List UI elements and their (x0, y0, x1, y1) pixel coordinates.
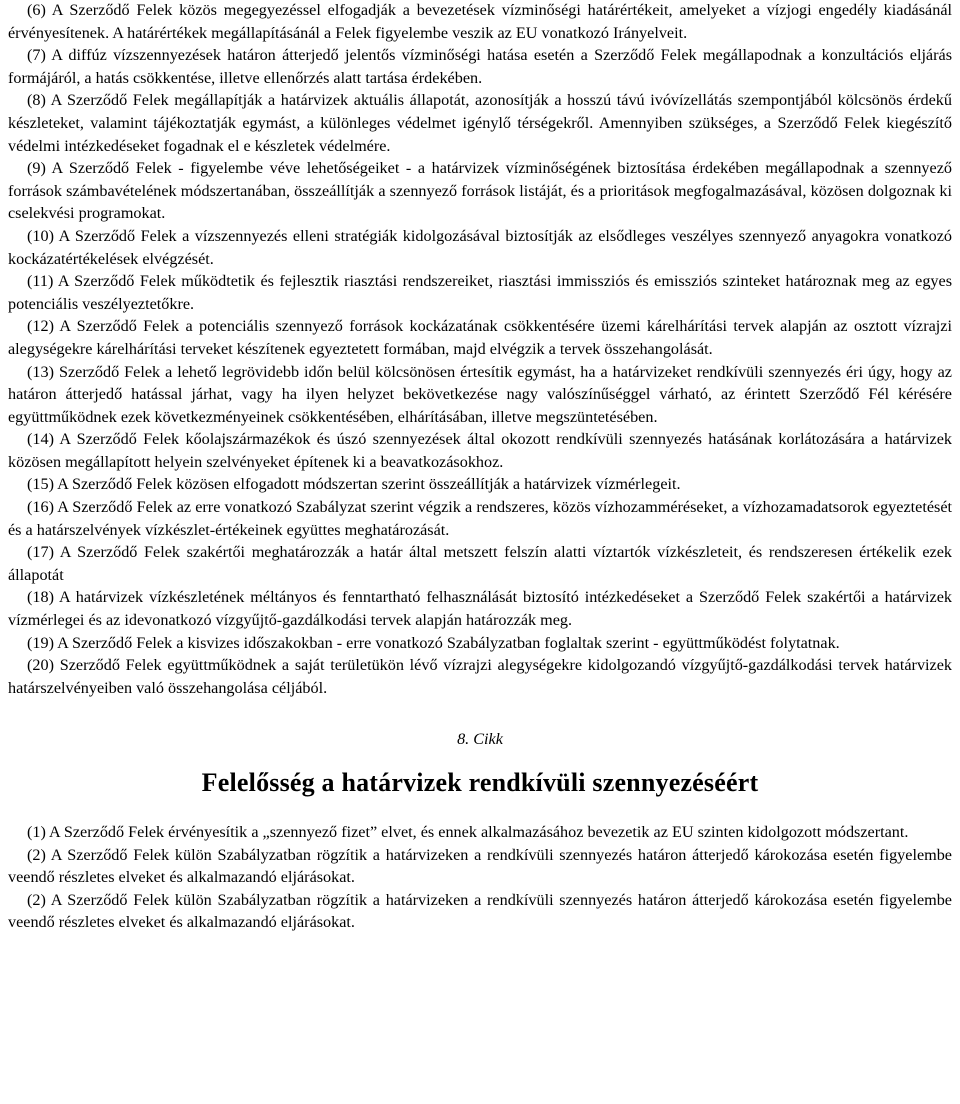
paragraph-13: (13) Szerződő Felek a lehető legrövidebb időn belül kölcsönösen értesítik egymást, ha a határvizeket rendkívüli szennyezés éri úgy, hogy az határon átterjedő hatással járhat, vagy ha ilyen helyzet bekövetkezése nagy valószínűséggel várható, az érintett Szerződő Fél kérésére együttműködnek ezek következményeinek csökkentésében, elhárításában, illetve megszüntetésében. (8, 362, 952, 426)
paragraph-15: (15) A Szerződő Felek közösen elfogadott módszertan szerint összeállítják a határvizek vízmérlegeit. (27, 475, 681, 494)
article8-paragraph-2: (2) A Szerződő Felek külön Szabályzatban rögzítik a határvizeken a rendkívüli szennyezés határon átterjedő károkozása esetén figyelembe veendő részletes elveket és alkalmazandó eljárásokat. (8, 845, 952, 887)
paragraph-14: (14) A Szerződő Felek kőolajszármazékok és úszó szennyezések által okozott rendkívüli szennyezés hatásának korlátozására a határvizek közösen megállapított helyein szelvényeket építenek ki a beavatkozásokhoz. (8, 430, 952, 471)
paragraph-7: (7) A diffúz vízszennyezések határon átterjedő jelentős vízminőségi hatása esetén a Szerződő Felek megállapodnak a konzultációs eljárás formájáról, a hatás csökkentése, illetve ellenőrzés alatt tartása érdekében. (8, 46, 952, 87)
paragraph-17: (17) A Szerződő Felek szakértői meghatározzák a határ által metszett felszín alatti víztartók vízkészleteit, és rendszeresen értékelik ezek állapotát (8, 543, 952, 584)
paragraph-19: (19) A Szerződő Felek a kisvizes időszakokban - erre vonatkozó Szabályzatban foglaltak szerint - együttműködést folytatnak. (27, 633, 840, 652)
paragraph-11: (11) A Szerződő Felek működtetik és fejlesztik riasztási rendszereiket, riasztási immissziós és emissziós szinteket határoznak meg az egyes potenciális veszélyeztetőkre. (8, 272, 952, 313)
paragraph-10: (10) A Szerződő Felek a vízszennyezés elleni stratégiák kidolgozásával biztosítják az elsődleges veszélyes szennyező anyagokra vonatkozó kockázatértékelések elvégzését. (8, 226, 952, 268)
article8-paragraph-2-repeat: (2) A Szerződő Felek külön Szabályzatban rögzítik a határvizeken a rendkívüli szennyezés határon átterjedő károkozása esetén figyelembe veendő részletes elveket és alkalmazandó eljárásokat. (8, 890, 952, 932)
paragraph-8: (8) A Szerződő Felek megállapítják a határvizek aktuális állapotát, azonosítják a hosszú távú ivóvízellátás szempontjából kölcsönös érdekű készleteket, valamint tájékoztatják egymást, a különleges védelmet igénylő térségekről. Amennyiben szükséges, a Szerződő Felek kiegészítő védelmi intézkedéseket fogadnak el e készletek védelmére. (8, 91, 952, 155)
paragraph-18: (18) A határvizek vízkészletének méltányos és fenntartható felhasználását biztosító intézkedéseket a Szerződő Felek szakértői a határvizek vízmérlegei és az idevonatkozó vízgyűjtő-gazdálkodási tervek alapján határozzák meg. (8, 588, 952, 630)
paragraph-9: (9) A Szerződő Felek - figyelembe véve lehetőségeiket - a határvizek vízminőségének biztosítása érdekében megállapodnak a szennyező források számbavételének módszertanában, összeállítják a szennyező források listáját, és a prioritások megfogalmazásával, közösen dolgoznak ki cselekvési programokat. (8, 159, 952, 223)
paragraph-20: (20) Szerződő Felek együttműködnek a saját területükön lévő vízrajzi alegységekre kidolgozandó vízgyűjtő-gazdálkodási tervek határvizek határszelvényeiben való összehangolása céljából. (8, 656, 952, 697)
paragraph-12: (12) A Szerződő Felek a potenciális szennyező források kockázatának csökkentésére üzemi kárelhárítási tervek alapján az osztott vízrajzi alegységekre kárelhárítási terveket készítenek egyeztetett formában, majd elvégzik a tervek összehangolását. (8, 317, 952, 358)
paragraph-16: (16) A Szerződő Felek az erre vonatkozó Szabályzat szerint végzik a rendszeres, közös vízhozamméréseket, a vízhozamadatsorok egyeztetését és a határszelvények vízkészlet-értékeinek együttes meghatározását. (8, 498, 952, 539)
article8-paragraph-1: (1) A Szerződő Felek érvényesítik a „szennyező fizet” elvet, és ennek alkalmazásához bevezetik az EU szinten kidolgozott módszertant. (27, 823, 909, 841)
section-title: Felelősség a határvizek rendkívüli szennyezéséért (201, 768, 759, 797)
paragraph-6: (6) A Szerződő Felek közös megegyezéssel elfogadják a bevezetések vízminőségi határértékeit, amelyeket a vízjogi engedély kiadásánál érvényesítenek. A határértékek megállapításánál a Felek figyelembe veszik az EU vonatkozó Irányelveit. (8, 1, 952, 42)
article-number: 8. Cikk (457, 730, 503, 749)
